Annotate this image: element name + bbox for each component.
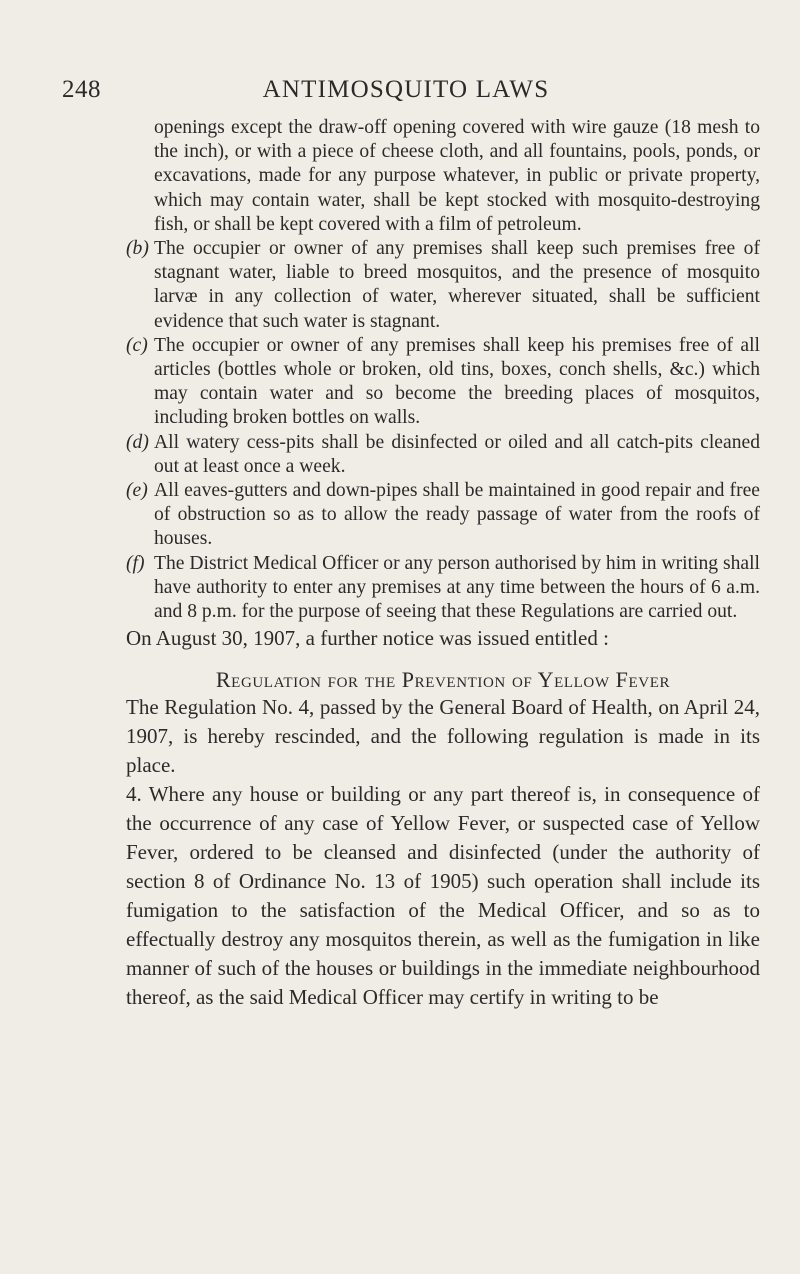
list-item-b: [126, 237, 760, 334]
item-label-f: (f): [126, 552, 145, 574]
page-body: [126, 116, 760, 1012]
section-heading: Regulation for the Prevention of Yellow Fever: [215, 667, 671, 693]
item-text-d: All watery cess-pits shall be disinfected or oiled and all catch-pits cleaned out at least once a week.: [154, 431, 760, 477]
list-item-e: [126, 479, 760, 552]
item-label-c: (c): [126, 334, 148, 356]
item-text-f: The District Medical Officer or any person authorised by him in writing shall have authority to enter any premises at any time between the hours of 6 a.m. and 8 p.m. for the purpose of seeing that these Regulations are carried out.: [154, 552, 760, 623]
running-head: ANTIMOSQUITO LAWS: [262, 76, 550, 103]
notice-paragraph: On August 30, 1907, a further notice was issued entitled :: [126, 626, 609, 651]
list-item-continuation: [126, 116, 760, 237]
item-text: openings except the draw-off opening covered with wire gauze (18 mesh to the inch), or with a piece of cheese cloth, and all fountains, pools, ponds, or excavations, made for any purpose whatever, in public or private property, which may contain water, shall be kept stocked with mosquito-destroying fish, or shall be kept covered with a film of petroleum.: [154, 117, 760, 235]
item-text-e: All eaves-gutters and down-pipes shall be maintained in good repair and free of obstruction so as to allow the ready passage of water from the roofs of houses.: [154, 480, 760, 550]
list-item-d: [126, 431, 760, 479]
regulation-paragraph: The Regulation No. 4, passed by the General Board of Health, on April 24, 1907, is hereby rescinded, and the following regulation is made in its place.: [126, 695, 760, 778]
item-text-b: The occupier or owner of any premises shall keep such premises free of stagnant water, liable to breed mosquitos, and the presence of mosquito larvæ in any collection of water, wherever situated, shall be sufficient evidence that such water is stagnant.: [154, 238, 760, 332]
page-header: [62, 76, 730, 106]
item-label-e: (e): [126, 480, 148, 502]
item-label-b: (b): [126, 238, 149, 260]
list-item-f: [126, 552, 760, 625]
regulation-4-paragraph: 4. Where any house or building or any part thereof is, in consequence of the occurrence of any case of Yellow Fever, or suspected case of Yellow Fever, ordered to be cleansed and disinfected (under the authority of section 8 of Ordinance No. 13 of 1905) such operation shall include its fumigation to the satisfaction of the Medical Officer, and so as to effectually destroy any mosquitos therein, as well as the fumigation in like manner of such of the houses or buildings in the immediate neighbourhood thereof, as the said Medical Officer may certify in writing to be: [126, 782, 760, 1010]
item-label-d: (d): [126, 431, 149, 453]
page-number: 248: [62, 76, 101, 103]
item-text-c: The occupier or owner of any premises shall keep his premises free of all articles (bottles whole or broken, old tins, boxes, conch shells, &c.) which may contain water and so become the breeding places of mosquitos, including broken bottles on walls.: [154, 334, 760, 429]
list-item-c: [126, 334, 760, 431]
